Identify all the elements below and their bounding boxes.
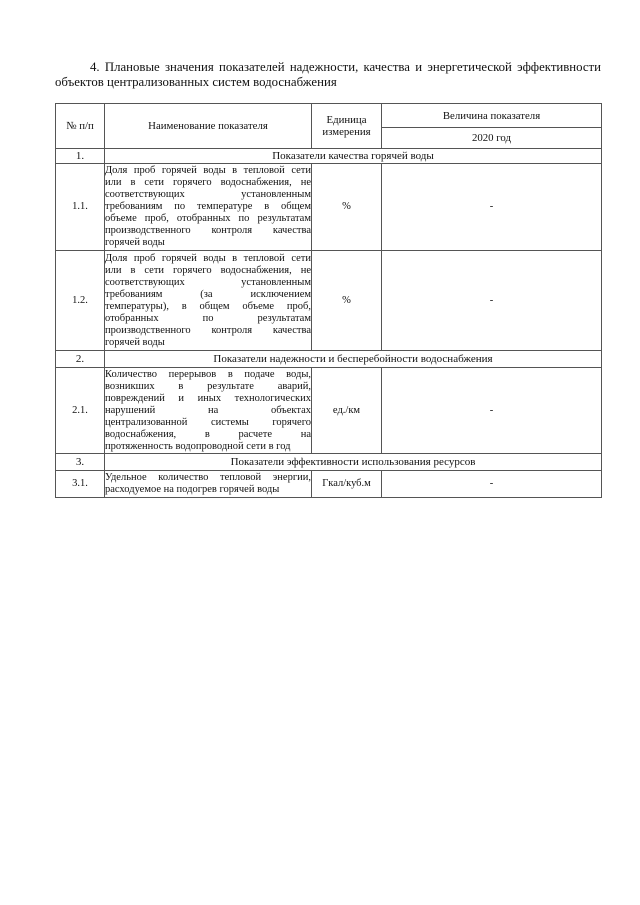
description-line: соответствующих установленным bbox=[105, 276, 311, 288]
description-line: объеме проб, отобранных по результатам bbox=[105, 213, 311, 224]
row-num: 1.1. bbox=[56, 164, 105, 251]
table-row bbox=[56, 368, 602, 454]
description-line: Доля проб горячей воды в тепловой сети bbox=[105, 165, 311, 176]
row-unit: % bbox=[312, 164, 382, 251]
row-unit: Гкал/куб.м bbox=[312, 471, 382, 498]
description-line: требованиям по температуре в общем bbox=[105, 201, 311, 212]
row-value: - bbox=[382, 368, 602, 454]
description-line: температуры), в общем объеме проб, bbox=[105, 300, 311, 312]
row-value: - bbox=[382, 164, 602, 251]
section-num: 2. bbox=[56, 351, 105, 368]
table-row bbox=[56, 164, 602, 251]
row-num: 2.1. bbox=[56, 368, 105, 454]
description-line: соответствующих установленным bbox=[105, 189, 311, 200]
description-line: производственного контроля качества bbox=[105, 324, 311, 336]
row-description bbox=[105, 251, 312, 351]
description-line: производственного контроля качества bbox=[105, 225, 311, 236]
description-line: водоснабжения, в расчете на bbox=[105, 428, 311, 440]
header-unit: Единица измерения bbox=[312, 104, 382, 149]
header-row bbox=[56, 104, 602, 128]
section-row bbox=[56, 351, 602, 368]
section-heading: 4. Плановые значения показателей надежности, качества и энергетической эффективности объектов централизованных систем водоснабжения bbox=[55, 60, 601, 89]
section-title: Показатели эффективности использования ресурсов bbox=[105, 454, 602, 471]
row-num: 1.2. bbox=[56, 251, 105, 351]
description-line: отобранных по результатам bbox=[105, 312, 311, 324]
description-line: повреждений и иных технологических bbox=[105, 392, 311, 404]
row-description bbox=[105, 471, 312, 498]
row-description bbox=[105, 164, 312, 251]
row-value: - bbox=[382, 471, 602, 498]
header-num: № п/п bbox=[56, 104, 105, 149]
description-line: Количество перерывов в подаче воды, bbox=[105, 368, 311, 380]
header-value: Величина показателя bbox=[382, 104, 602, 128]
indicators-table bbox=[55, 103, 602, 498]
description-line: Доля проб горячей воды в тепловой сети bbox=[105, 252, 311, 264]
table-row bbox=[56, 251, 602, 351]
section-row bbox=[56, 149, 602, 164]
description-line: или в сети горячего водоснабжения, не bbox=[105, 177, 311, 188]
description-line: горячей воды bbox=[105, 237, 165, 248]
description-line: централизованной системы горячего bbox=[105, 416, 311, 428]
description-line: расходуемое на подогрев горячей воды bbox=[105, 484, 280, 495]
row-num: 3.1. bbox=[56, 471, 105, 498]
section-row bbox=[56, 454, 602, 471]
section-title: Показатели надежности и бесперебойности водоснабжения bbox=[105, 351, 602, 368]
section-num: 1. bbox=[56, 149, 105, 164]
row-description bbox=[105, 368, 312, 454]
description-line: или в сети горячего водоснабжения, не bbox=[105, 264, 311, 276]
row-unit: ед./км bbox=[312, 368, 382, 454]
description-line: Удельное количество тепловой энергии, bbox=[105, 472, 311, 483]
description-line: нарушений на объектах bbox=[105, 404, 311, 416]
table-row bbox=[56, 471, 602, 498]
row-value: - bbox=[382, 251, 602, 351]
header-name: Наименование показателя bbox=[105, 104, 312, 149]
row-unit: % bbox=[312, 251, 382, 351]
description-line: горячей воды bbox=[105, 336, 165, 348]
description-line: протяженность водопроводной сети в год bbox=[105, 440, 291, 452]
description-line: возникших в результате аварий, bbox=[105, 380, 311, 392]
header-year: 2020 год bbox=[382, 128, 602, 149]
section-num: 3. bbox=[56, 454, 105, 471]
description-line: требованиям (за исключением bbox=[105, 288, 311, 300]
section-title: Показатели качества горячей воды bbox=[105, 149, 602, 164]
